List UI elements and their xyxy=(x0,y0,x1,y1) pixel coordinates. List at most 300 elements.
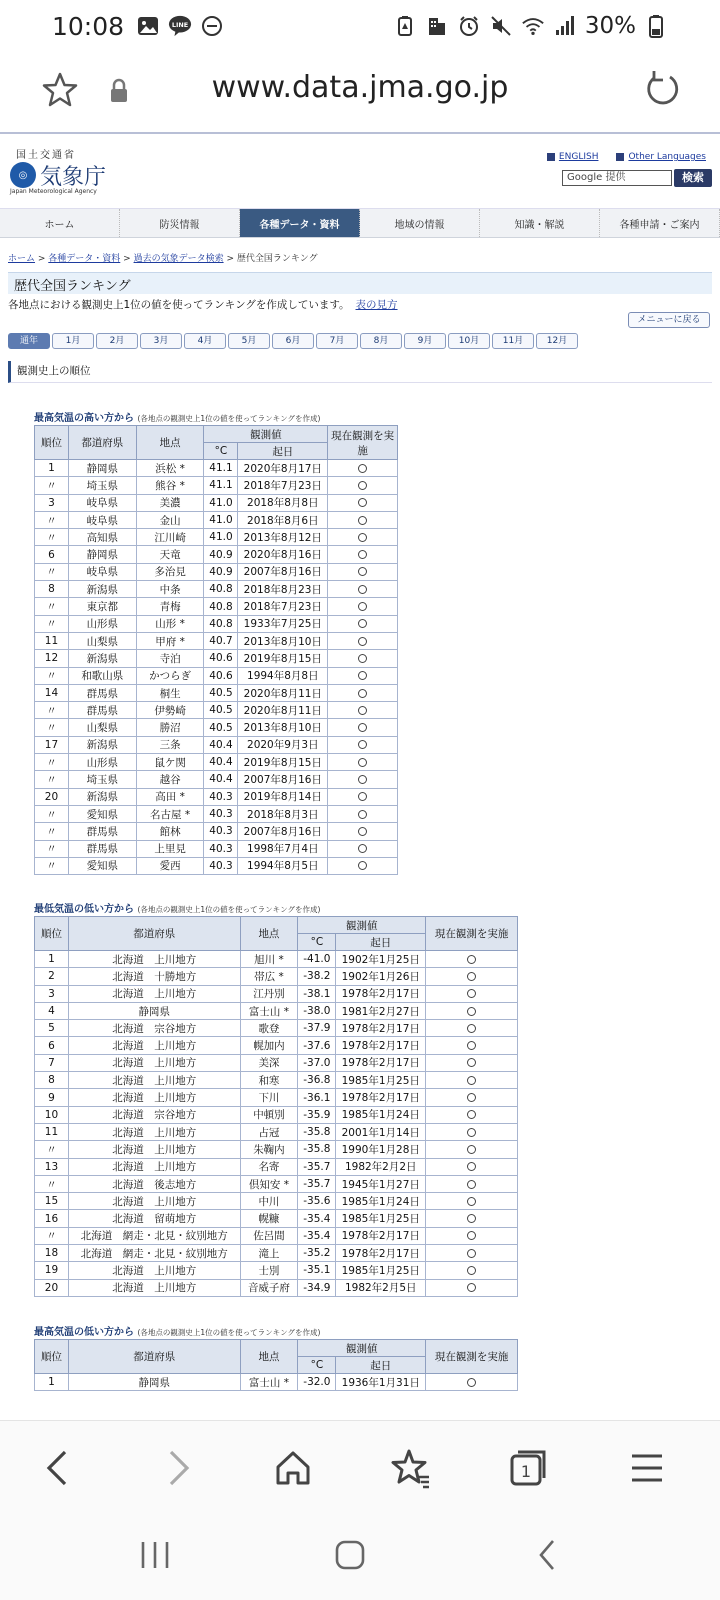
table-row xyxy=(35,563,398,580)
active-cell xyxy=(426,1245,518,1262)
date-cell: 2018年8月6日 xyxy=(238,511,328,528)
nav-home[interactable]: ホーム xyxy=(0,209,120,237)
active-cell xyxy=(328,460,398,477)
rank-cell: 1 xyxy=(35,951,69,968)
value-cell: 40.3 xyxy=(204,788,238,805)
prefecture-cell: 岐阜県 xyxy=(68,563,136,580)
rank-cell: 18 xyxy=(35,1245,69,1262)
circle-icon xyxy=(467,1231,476,1240)
rank-cell: 15 xyxy=(35,1193,69,1210)
table-row xyxy=(35,1262,518,1279)
circle-icon xyxy=(467,1024,476,1033)
circle-icon xyxy=(467,1128,476,1137)
circle-icon xyxy=(358,464,367,473)
station-cell: 佐呂間 xyxy=(240,1227,298,1244)
value-cell: 40.9 xyxy=(204,546,238,563)
value-cell: 41.0 xyxy=(204,511,238,528)
status-time: 10:08 xyxy=(52,11,125,41)
site-header xyxy=(0,136,720,206)
date-cell: 2018年7月23日 xyxy=(238,598,328,615)
table-row xyxy=(35,546,398,563)
month-tab[interactable]: 12月 xyxy=(536,333,578,349)
date-cell: 2013年8月10日 xyxy=(238,719,328,736)
station-cell: 下川 xyxy=(240,1089,298,1106)
rank-cell: 〃 xyxy=(35,1175,69,1192)
table-row xyxy=(35,581,398,598)
value-cell: 40.7 xyxy=(204,632,238,649)
circle-icon xyxy=(358,585,367,594)
date-cell: 2020年8月11日 xyxy=(238,702,328,719)
value-cell: -37.0 xyxy=(298,1054,336,1071)
breadcrumb-home[interactable]: ホーム xyxy=(8,254,36,264)
header-station: 地点 xyxy=(240,1340,298,1374)
active-cell xyxy=(328,563,398,580)
station-cell: 中川 xyxy=(240,1193,298,1210)
rank-cell: 2 xyxy=(35,968,69,985)
station-cell: 鼠ケ関 xyxy=(136,754,204,771)
system-nav-bar xyxy=(0,1510,720,1600)
circle-icon xyxy=(358,689,367,698)
table-header-row xyxy=(35,426,398,443)
menu-icon[interactable] xyxy=(622,1443,672,1493)
circle-icon xyxy=(358,706,367,715)
prefecture-cell: 新潟県 xyxy=(68,581,136,598)
prefecture-cell: 東京都 xyxy=(68,598,136,615)
home-icon[interactable] xyxy=(268,1443,318,1493)
rank-cell: 12 xyxy=(35,650,69,667)
active-cell xyxy=(426,1141,518,1158)
date-cell: 1981年2月27日 xyxy=(336,1002,426,1019)
circle-icon xyxy=(358,516,367,525)
circle-icon xyxy=(467,1058,476,1067)
prefecture-cell: 北海道 網走・北見・紋別地方 xyxy=(68,1227,240,1244)
date-cell: 2018年7月23日 xyxy=(238,477,328,494)
active-cell xyxy=(426,1020,518,1037)
table-row xyxy=(35,1002,518,1019)
table-row xyxy=(35,968,518,985)
prefecture-cell: 山形県 xyxy=(68,754,136,771)
active-cell xyxy=(426,1089,518,1106)
date-cell: 1985年1月25日 xyxy=(336,1210,426,1227)
value-cell: 40.8 xyxy=(204,615,238,632)
active-cell xyxy=(328,477,398,494)
date-cell: 2007年8月16日 xyxy=(238,771,328,788)
value-cell: -36.1 xyxy=(298,1089,336,1106)
header-date: 起日 xyxy=(238,443,328,460)
active-cell xyxy=(328,529,398,546)
date-cell: 1994年8月8日 xyxy=(238,667,328,684)
date-cell: 1978年2月17日 xyxy=(336,1245,426,1262)
rank-cell: 〃 xyxy=(35,563,69,580)
nav-knowledge[interactable]: 知識・解説 xyxy=(480,209,600,237)
table-note: (各地点の観測史上1位の値を使ってランキングを作成) xyxy=(137,905,321,914)
value-cell: 40.3 xyxy=(204,857,238,874)
active-cell xyxy=(426,1210,518,1227)
reload-icon[interactable] xyxy=(640,68,684,116)
english-link-label: ENGLISH xyxy=(558,152,599,162)
station-cell: 歌登 xyxy=(240,1020,298,1037)
rank-cell: 8 xyxy=(35,1072,69,1089)
header-rank: 順位 xyxy=(35,917,69,951)
table-row xyxy=(35,1106,518,1123)
lock-icon xyxy=(108,78,130,108)
battery-percent: 30% xyxy=(584,13,636,39)
value-cell: -35.4 xyxy=(298,1210,336,1227)
line-badge: LINE xyxy=(171,20,189,29)
active-cell xyxy=(426,1054,518,1071)
high-table-caption xyxy=(34,409,320,424)
prefecture-cell: 北海道 留萌地方 xyxy=(68,1210,240,1227)
station-cell: 浜松 * xyxy=(136,460,204,477)
circle-icon xyxy=(467,1041,476,1050)
rank-cell: 17 xyxy=(35,736,69,753)
prefecture-cell: 山梨県 xyxy=(68,632,136,649)
active-cell xyxy=(426,1374,518,1391)
value-cell: 41.0 xyxy=(204,529,238,546)
header-observed: 観測値 xyxy=(298,917,426,934)
browser-toolbar xyxy=(0,1420,720,1510)
date-cell: 1985年1月24日 xyxy=(336,1106,426,1123)
station-cell: 三条 xyxy=(136,736,204,753)
battery-saver-icon xyxy=(393,14,417,38)
date-cell: 1978年2月17日 xyxy=(336,1020,426,1037)
header-unit: °C xyxy=(298,934,336,951)
value-cell: -35.6 xyxy=(298,1193,336,1210)
table-row xyxy=(35,788,398,805)
station-cell: 中頓別 xyxy=(240,1106,298,1123)
rank-cell: 4 xyxy=(35,1002,69,1019)
rank-cell: 〃 xyxy=(35,805,69,822)
header-prefecture: 都道府県 xyxy=(68,1340,240,1374)
month-tab[interactable]: 4月 xyxy=(184,333,226,349)
home-button-icon[interactable] xyxy=(325,1530,375,1580)
prefecture-cell: 群馬県 xyxy=(68,684,136,701)
month-tab[interactable]: 通年 xyxy=(8,333,50,349)
circle-icon xyxy=(467,1110,476,1119)
station-cell: 館林 xyxy=(136,823,204,840)
prefecture-cell: 北海道 上川地方 xyxy=(68,951,240,968)
how-to-read-link[interactable]: 表の見方 xyxy=(355,299,398,311)
value-cell: 40.6 xyxy=(204,667,238,684)
value-cell: 40.5 xyxy=(204,719,238,736)
value-cell: 41.0 xyxy=(204,494,238,511)
high-table-title: 最高気温の高い方から xyxy=(34,413,134,424)
active-cell xyxy=(426,1262,518,1279)
tabs-count: 1 xyxy=(520,1462,532,1481)
circle-icon xyxy=(358,481,367,490)
prefecture-cell: 埼玉県 xyxy=(68,477,136,494)
date-cell: 2018年8月8日 xyxy=(238,494,328,511)
breadcrumb-data[interactable]: 各種データ・資料 xyxy=(48,254,121,264)
active-cell xyxy=(426,1072,518,1089)
active-cell xyxy=(328,823,398,840)
value-cell: 40.6 xyxy=(204,650,238,667)
date-cell: 1936年1月31日 xyxy=(336,1374,426,1391)
active-cell xyxy=(328,650,398,667)
header-rank: 順位 xyxy=(35,426,69,460)
rank-cell: 6 xyxy=(35,546,69,563)
date-cell: 2018年8月23日 xyxy=(238,581,328,598)
active-cell xyxy=(328,771,398,788)
month-tab[interactable]: 11月 xyxy=(492,333,534,349)
rank-cell: 1 xyxy=(35,1374,69,1391)
menu-back-button[interactable]: メニューに戻る xyxy=(628,312,710,328)
rank-cell: 6 xyxy=(35,1037,69,1054)
station-cell: 山形 * xyxy=(136,615,204,632)
station-cell: 帯広 * xyxy=(240,968,298,985)
prefecture-cell: 北海道 上川地方 xyxy=(68,1262,240,1279)
prefecture-cell: 北海道 後志地方 xyxy=(68,1175,240,1192)
rank-cell: 9 xyxy=(35,1089,69,1106)
tabs-icon[interactable] xyxy=(503,1443,553,1493)
nav-application[interactable]: 各種申請・ご案内 xyxy=(600,209,720,237)
circle-icon xyxy=(358,827,367,836)
value-cell: 40.3 xyxy=(204,823,238,840)
header-active: 現在観測を実施 xyxy=(426,917,518,951)
active-cell xyxy=(426,985,518,1002)
circle-icon xyxy=(467,1076,476,1085)
prefecture-cell: 北海道 上川地方 xyxy=(68,1279,240,1296)
prefecture-cell: 北海道 上川地方 xyxy=(68,1193,240,1210)
rank-cell: 〃 xyxy=(35,1141,69,1158)
table-row xyxy=(35,529,398,546)
date-cell: 2019年8月14日 xyxy=(238,788,328,805)
date-cell: 2019年8月15日 xyxy=(238,754,328,771)
active-cell xyxy=(328,511,398,528)
station-cell: 士別 xyxy=(240,1262,298,1279)
value-cell: -35.4 xyxy=(298,1227,336,1244)
rank-cell: 1 xyxy=(35,460,69,477)
rank-cell: 3 xyxy=(35,494,69,511)
circle-icon xyxy=(358,775,367,784)
value-cell: 40.4 xyxy=(204,754,238,771)
rank-cell: 〃 xyxy=(35,823,69,840)
station-cell: 甲府 * xyxy=(136,632,204,649)
rank-cell: 〃 xyxy=(35,857,69,874)
table-row xyxy=(35,771,398,788)
system-back-icon[interactable] xyxy=(523,1530,573,1580)
station-cell: 幌糠 xyxy=(240,1210,298,1227)
value-cell: 40.3 xyxy=(204,840,238,857)
prefecture-cell: 新潟県 xyxy=(68,736,136,753)
table-row xyxy=(35,511,398,528)
value-cell: -35.8 xyxy=(298,1141,336,1158)
value-cell: 40.4 xyxy=(204,771,238,788)
other-languages-link[interactable] xyxy=(616,152,706,162)
table-row xyxy=(35,805,398,822)
agency-name[interactable]: 気象庁 xyxy=(40,165,107,190)
table-row xyxy=(35,1279,518,1296)
header-active: 現在観測を実施 xyxy=(328,426,398,460)
prefecture-cell: 岐阜県 xyxy=(68,494,136,511)
bookmarks-icon[interactable] xyxy=(386,1443,436,1493)
table-row xyxy=(35,632,398,649)
active-cell xyxy=(328,719,398,736)
value-cell: 40.8 xyxy=(204,581,238,598)
circle-icon xyxy=(358,740,367,749)
date-cell: 1978年2月17日 xyxy=(336,985,426,1002)
station-cell: 江丹別 xyxy=(240,985,298,1002)
active-cell xyxy=(426,951,518,968)
nav-disaster[interactable]: 防災情報 xyxy=(120,209,240,237)
circle-icon xyxy=(358,792,367,801)
header-unit: °C xyxy=(204,443,238,460)
prefecture-cell: 群馬県 xyxy=(68,840,136,857)
breadcrumb-search[interactable]: 過去の気象データ検索 xyxy=(133,254,224,264)
prefecture-cell: 岐阜県 xyxy=(68,511,136,528)
english-link[interactable] xyxy=(547,152,599,162)
value-cell: -35.8 xyxy=(298,1123,336,1140)
recents-icon[interactable] xyxy=(130,1530,180,1580)
prefecture-cell: 静岡県 xyxy=(68,546,136,563)
header-date: 起日 xyxy=(336,934,426,951)
table-row xyxy=(35,1193,518,1210)
rank-cell: 〃 xyxy=(35,1227,69,1244)
active-cell xyxy=(328,736,398,753)
table-row xyxy=(35,1072,518,1089)
circle-icon xyxy=(358,619,367,628)
month-tab[interactable]: 5月 xyxy=(228,333,270,349)
high-temp-table xyxy=(34,425,398,875)
rank-cell: 10 xyxy=(35,1106,69,1123)
breadcrumb xyxy=(8,251,318,264)
active-cell xyxy=(328,632,398,649)
prefecture-cell: 北海道 上川地方 xyxy=(68,1123,240,1140)
value-cell: -32.0 xyxy=(298,1374,336,1391)
dnd-icon xyxy=(200,14,224,38)
table-row xyxy=(35,615,398,632)
circle-icon xyxy=(358,567,367,576)
rank-cell: 〃 xyxy=(35,615,69,632)
date-cell: 2013年8月12日 xyxy=(238,529,328,546)
circle-icon xyxy=(467,955,476,964)
forward-icon[interactable] xyxy=(153,1443,203,1493)
active-cell xyxy=(426,1158,518,1175)
low-temp-table xyxy=(34,916,518,1297)
date-cell: 1985年1月24日 xyxy=(336,1193,426,1210)
rank-cell: 20 xyxy=(35,1279,69,1296)
active-cell xyxy=(328,615,398,632)
active-cell xyxy=(328,667,398,684)
month-tab[interactable]: 2月 xyxy=(96,333,138,349)
table-header-row xyxy=(35,1340,518,1357)
station-cell: 名寄 xyxy=(240,1158,298,1175)
active-cell xyxy=(328,805,398,822)
station-cell: 名古屋 * xyxy=(136,805,204,822)
prefecture-cell: 群馬県 xyxy=(68,823,136,840)
month-tab[interactable]: 3月 xyxy=(140,333,182,349)
prefecture-cell: 北海道 上川地方 xyxy=(68,1072,240,1089)
rank-cell: 〃 xyxy=(35,598,69,615)
circle-icon xyxy=(467,1145,476,1154)
table-row xyxy=(35,1227,518,1244)
date-cell: 2007年8月16日 xyxy=(238,563,328,580)
header-date: 起日 xyxy=(336,1357,426,1374)
nav-region[interactable]: 地域の情報 xyxy=(360,209,480,237)
value-cell: -37.9 xyxy=(298,1020,336,1037)
active-cell xyxy=(328,702,398,719)
rank-cell: 14 xyxy=(35,684,69,701)
prefecture-cell: 和歌山県 xyxy=(68,667,136,684)
rank-cell: 〃 xyxy=(35,719,69,736)
date-cell: 1982年2月2日 xyxy=(336,1158,426,1175)
back-icon[interactable] xyxy=(33,1443,83,1493)
active-cell xyxy=(328,598,398,615)
table-row xyxy=(35,684,398,701)
circle-icon xyxy=(467,1378,476,1387)
date-cell: 2020年8月17日 xyxy=(238,460,328,477)
prefecture-cell: 新潟県 xyxy=(68,788,136,805)
value-cell: -38.2 xyxy=(298,968,336,985)
active-cell xyxy=(426,1193,518,1210)
low-table-title: 最低気温の低い方から xyxy=(34,904,134,915)
other-languages-label: Other Languages xyxy=(628,152,706,162)
table-row xyxy=(35,1158,518,1175)
prefecture-cell: 北海道 上川地方 xyxy=(68,1158,240,1175)
prefecture-cell: 北海道 上川地方 xyxy=(68,1141,240,1158)
month-tabs xyxy=(8,333,578,349)
date-cell: 2007年8月16日 xyxy=(238,823,328,840)
station-cell: 上里見 xyxy=(136,840,204,857)
signal-icon xyxy=(553,14,577,38)
active-cell xyxy=(328,546,398,563)
circle-icon xyxy=(467,1197,476,1206)
month-tab[interactable]: 6月 xyxy=(272,333,314,349)
prefecture-cell: 高知県 xyxy=(68,529,136,546)
station-cell: 音威子府 xyxy=(240,1279,298,1296)
month-tab[interactable]: 1月 xyxy=(52,333,94,349)
rank-cell: 19 xyxy=(35,1262,69,1279)
value-cell: -35.2 xyxy=(298,1245,336,1262)
status-bar xyxy=(0,0,720,52)
jma-logo-icon[interactable]: ◎ xyxy=(10,162,36,188)
station-cell: 倶知安 * xyxy=(240,1175,298,1192)
table-row xyxy=(35,667,398,684)
date-cell: 1978年2月17日 xyxy=(336,1054,426,1071)
month-tab[interactable]: 8月 xyxy=(360,333,402,349)
table-header-row xyxy=(35,917,518,934)
circle-icon xyxy=(358,810,367,819)
value-cell: -37.6 xyxy=(298,1037,336,1054)
arrow-bullet-icon xyxy=(547,153,555,161)
prefecture-cell: 愛知県 xyxy=(68,805,136,822)
month-tab[interactable]: 10月 xyxy=(448,333,490,349)
table-row xyxy=(35,460,398,477)
url-text[interactable]: www.data.jma.go.jp xyxy=(211,70,509,105)
prefecture-cell: 静岡県 xyxy=(68,1002,240,1019)
site-search-input[interactable]: Google 提供 xyxy=(562,170,672,186)
prefecture-cell: 北海道 上川地方 xyxy=(68,1037,240,1054)
date-cell: 1933年7月25日 xyxy=(238,615,328,632)
nav-data[interactable]: 各種データ・資料 xyxy=(240,209,360,237)
search-button[interactable]: 検索 xyxy=(674,169,712,187)
bookmark-star-icon[interactable] xyxy=(40,70,80,114)
value-cell: 40.8 xyxy=(204,598,238,615)
station-cell: 愛西 xyxy=(136,857,204,874)
month-tab[interactable]: 9月 xyxy=(404,333,446,349)
lowmax-table-title: 最高気温の低い方から xyxy=(34,1327,134,1338)
month-tab[interactable]: 7月 xyxy=(316,333,358,349)
station-cell: 金山 xyxy=(136,511,204,528)
intro-sentence: 各地点における観測史上1位の値を使ってランキングを作成しています。 xyxy=(8,299,350,311)
date-cell: 2020年9月3日 xyxy=(238,736,328,753)
active-cell xyxy=(426,1106,518,1123)
circle-icon xyxy=(467,1283,476,1292)
value-cell: -41.0 xyxy=(298,951,336,968)
station-cell: 和寒 xyxy=(240,1072,298,1089)
station-cell: 滝上 xyxy=(240,1245,298,1262)
value-cell: -38.0 xyxy=(298,1002,336,1019)
